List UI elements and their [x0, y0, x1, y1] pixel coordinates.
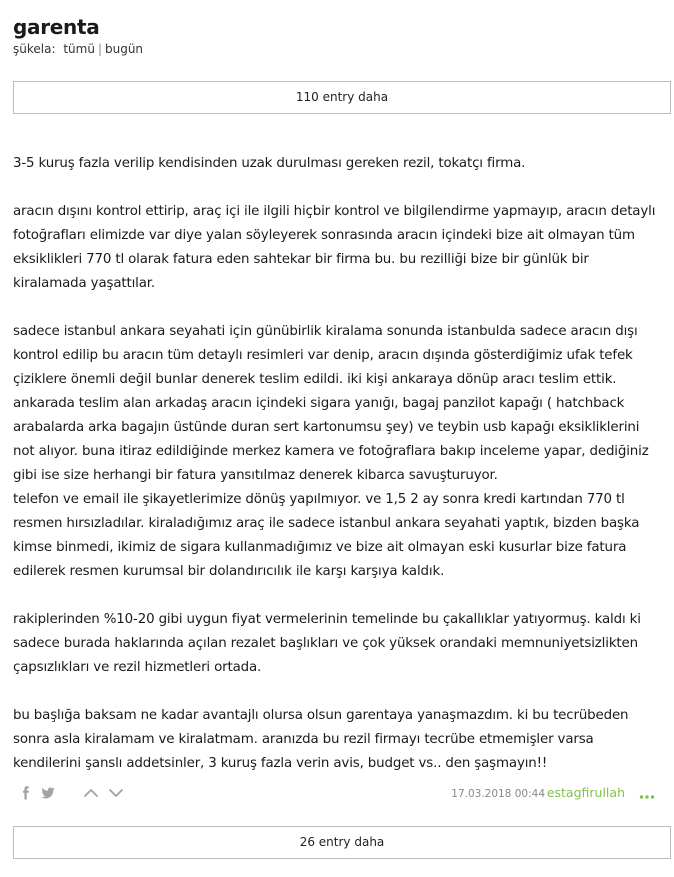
entry-footer [13, 782, 659, 806]
filter-label: şükela: [13, 42, 56, 56]
entry-author-link[interactable]: estagfirullah [546, 785, 625, 800]
filter-all-link[interactable]: tümü [63, 42, 95, 56]
entry-paragraph: rakiplerinden %10-20 gibi uygun fiyat vermelerinin temelinde bu çakallıklar yatıyormuş. kaldı ki sadece burada haklarında açılan rezalet başlıkları ve çok yüksek orandaki memnuniyetsizlikten çapsızlıkları ve rezil hizmetleri ortada. [13, 612, 641, 675]
topic-title[interactable]: garenta [13, 15, 100, 40]
filter-today-link[interactable]: bugün [104, 42, 144, 56]
twitter-icon[interactable] [41, 786, 55, 800]
more-options-icon[interactable] [639, 787, 655, 797]
sort-filter [13, 40, 143, 58]
upvote-icon[interactable] [83, 786, 97, 800]
facebook-icon[interactable] [19, 786, 33, 800]
more-entries-top-button[interactable]: 110 entry daha [13, 81, 671, 114]
entry-content [13, 152, 663, 800]
downvote-icon[interactable] [108, 786, 122, 800]
entry-paragraph: 3-5 kuruş fazla verilip kendisinden uzak durulması gereken rezil, tokatçı firma. [13, 156, 526, 171]
entry-paragraph: sadece istanbul ankara seyahati için günübirlik kiralama sonunda istanbulda sadece aracın dışı kontrol edilip bu aracın tüm detaylı resimleri var denip, aracın dışında gösterdiğimiz ufak tefek çiziklere önemli değil bunlar denerek teslim edildi. iki kişi ankaraya dönüp aracı teslim ettik. ankarada teslim alan arkadaş aracın içindeki sigara yanığı, bagaj panzilot kapağı ( hatchback arabalarda arka bagajın üstünde duran sert kartonumsu şey) ve teybin usb kapağı eksikliklerini not alıyor. buna itiraz edildiğinde merkez kamera ve fotoğraflara bakıp inceleme yapar, dediğiniz gibi ise size herhangi bir fatura yansıtılmaz denerek kibarca savuşturuyor. [13, 324, 649, 483]
entry-paragraph: bu başlığa baksam ne kadar avantajlı olursa olsun garentaya yanaşmazdım. ki bu tecrübeden sonra asla kiralamam ve kiralatmam. aranızda bu rezil firmayı tecrübe etmemişler varsa kendilerini şanslı addetsinler, 3 kuruş fazla verin avis, budget vs.. den şaşmayın!! [13, 708, 629, 771]
filter-separator: | [97, 42, 102, 56]
entry-paragraph: telefon ve email ile şikayetlerimize dönüş yapılmıyor. ve 1,5 2 ay sonra kredi kartından 770 tl resmen hırsızladılar. kiraladığımız araç ile sadece istanbul ankara seyahati yaptık, bizden başka kimse binmedi, ikimiz de sigara kullanmadığımız ve bize ait olmayan eski kusurlar bize fatura edilerek resmen kurumsal bir dolandırıcılık ile karşı karşıya kaldık. [13, 492, 640, 579]
entry-date[interactable]: 17.03.2018 00:44 [451, 788, 545, 800]
more-entries-bottom-button[interactable]: 26 entry daha [13, 826, 671, 859]
entry-paragraph: aracın dışını kontrol ettirip, araç içi ile ilgili hiçbir kontrol ve bilgilendirme yapmayıp, aracın detaylı fotoğrafları elimizde var diye yalan söyleyerek sonrasında aracın içindeki bize ait olmayan tüm eksiklikleri 770 tl olarak fatura eden sahtekar bir firma bu. bu rezilliği bize bir günlük bir kiralamada yaşattılar. [13, 204, 656, 291]
